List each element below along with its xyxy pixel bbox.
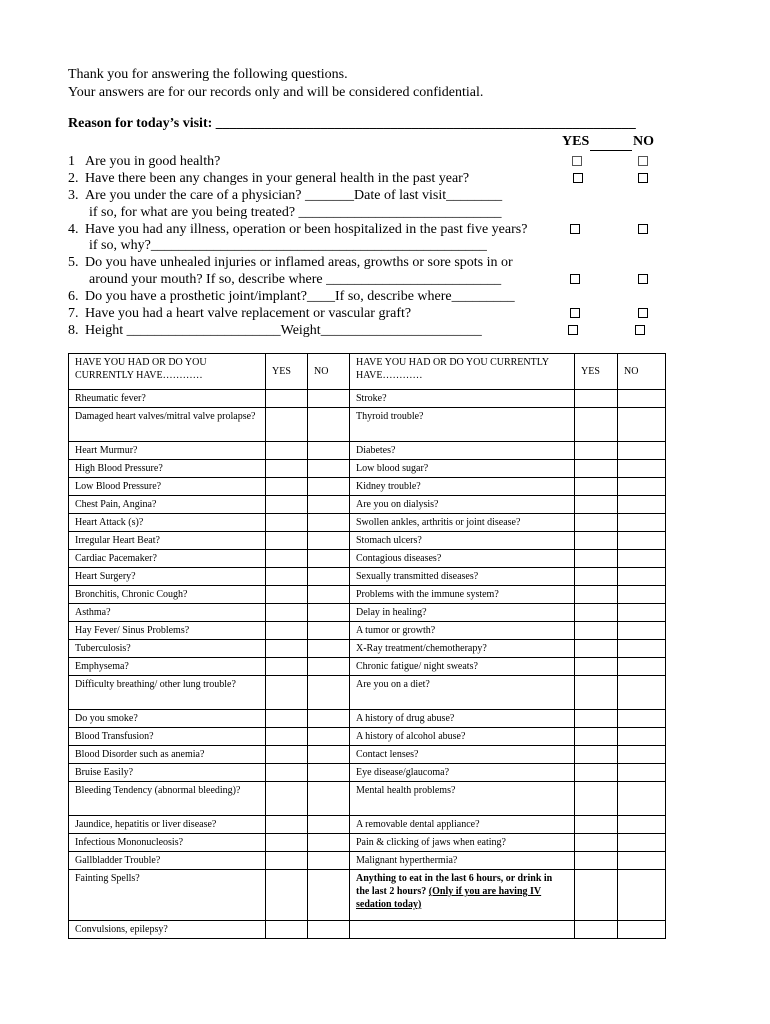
condition-left: Rheumatic fever? [69, 390, 266, 408]
no-cell[interactable] [618, 604, 666, 622]
question-text: Have you had a heart valve replacement or vascular graft? [85, 306, 412, 321]
yes-cell[interactable] [575, 496, 618, 514]
condition-right: Sexually transmitted diseases? [350, 568, 575, 586]
q8-no-checkbox[interactable] [635, 325, 645, 335]
yes-cell[interactable] [266, 658, 308, 676]
header-no-left: NO [308, 354, 350, 390]
intro-line-1: Thank you for answering the following questions. [68, 67, 348, 82]
condition-right: Stroke? [350, 390, 575, 408]
condition-left: Bronchitis, Chronic Cough? [69, 586, 266, 604]
no-cell[interactable] [618, 408, 666, 442]
no-cell[interactable] [308, 460, 350, 478]
yes-cell[interactable] [266, 514, 308, 532]
table-row [69, 514, 666, 532]
question-number: 8. [68, 323, 79, 338]
yes-cell[interactable] [575, 532, 618, 550]
yes-cell[interactable] [575, 782, 618, 816]
yes-cell[interactable] [266, 764, 308, 782]
question-5 [68, 254, 538, 271]
yes-cell[interactable] [266, 622, 308, 640]
condition-right: Thyroid trouble? [350, 408, 575, 442]
condition-left: Damaged heart valves/mitral valve prolapse? [69, 408, 266, 442]
condition-left: Blood Disorder such as anemia? [69, 746, 266, 764]
yes-cell[interactable] [575, 676, 618, 710]
intro-text [68, 66, 483, 102]
condition-left: Tuberculosis? [69, 640, 266, 658]
q5-no-checkbox[interactable] [638, 274, 648, 284]
yes-cell[interactable] [575, 870, 618, 921]
question-1 [68, 153, 538, 170]
yes-cell[interactable] [266, 408, 308, 442]
yes-cell[interactable] [575, 568, 618, 586]
yes-cell[interactable] [266, 870, 308, 921]
yes-cell[interactable] [266, 834, 308, 852]
question-8 [68, 322, 538, 339]
question-number: 5. [68, 255, 79, 270]
iv-sedation-question [350, 870, 575, 921]
question-3 [68, 187, 538, 204]
table-row [69, 746, 666, 764]
no-cell[interactable] [308, 390, 350, 408]
no-cell[interactable] [618, 782, 666, 816]
condition-right: Contagious diseases? [350, 550, 575, 568]
q4-yes-checkbox[interactable] [570, 224, 580, 234]
yes-cell[interactable] [575, 390, 618, 408]
table-row [69, 390, 666, 408]
no-cell[interactable] [618, 514, 666, 532]
condition-left: Gallbladder Trouble? [69, 852, 266, 870]
header-no-right: NO [618, 354, 666, 390]
intro-line-2: Your answers are for our records only and will be considered confidential. [68, 85, 484, 100]
question-number: 7. [68, 306, 79, 321]
table-row [69, 568, 666, 586]
no-cell[interactable] [308, 746, 350, 764]
no-cell[interactable] [618, 550, 666, 568]
condition-right: A removable dental appliance? [350, 816, 575, 834]
question-text: Are you under the care of a physician? _______Date of last visit________ [85, 188, 503, 203]
yes-cell[interactable] [575, 658, 618, 676]
yes-cell[interactable] [575, 852, 618, 870]
yes-cell[interactable] [266, 568, 308, 586]
yes-cell[interactable] [266, 728, 308, 746]
table-row [69, 408, 666, 442]
no-cell[interactable] [618, 870, 666, 921]
condition-right: Chronic fatigue/ night sweats? [350, 658, 575, 676]
no-cell[interactable] [308, 586, 350, 604]
yes-cell[interactable] [266, 390, 308, 408]
no-cell[interactable] [618, 728, 666, 746]
no-cell[interactable] [618, 640, 666, 658]
yes-cell[interactable] [266, 816, 308, 834]
yes-cell[interactable] [575, 746, 618, 764]
question-4 [68, 221, 538, 238]
header-yes-left: YES [266, 354, 308, 390]
condition-left: Jaundice, hepatitis or liver disease? [69, 816, 266, 834]
condition-left: Difficulty breathing/ other lung trouble? [69, 676, 266, 710]
condition-right: X-Ray treatment/chemotherapy? [350, 640, 575, 658]
no-cell[interactable] [308, 834, 350, 852]
condition-left: Heart Surgery? [69, 568, 266, 586]
condition-left: Heart Attack (s)? [69, 514, 266, 532]
no-cell[interactable] [618, 390, 666, 408]
question-number: 3. [68, 188, 79, 203]
condition-right: Low blood sugar? [350, 460, 575, 478]
no-cell[interactable] [618, 568, 666, 586]
yes-cell[interactable] [575, 604, 618, 622]
q1-yes-checkbox[interactable] [572, 156, 582, 166]
no-cell[interactable] [308, 870, 350, 921]
no-cell[interactable] [618, 442, 666, 460]
no-cell[interactable] [308, 604, 350, 622]
table-header-row [69, 354, 666, 390]
question-text: Do you have a prosthetic joint/implant?____If so, describe where_________ [85, 289, 515, 304]
question-5-continuation: around your mouth? If so, describe where _________________________ [89, 272, 502, 287]
no-cell[interactable] [618, 676, 666, 710]
no-cell[interactable] [308, 532, 350, 550]
no-cell[interactable] [618, 834, 666, 852]
no-cell[interactable] [618, 710, 666, 728]
no-cell[interactable] [308, 640, 350, 658]
no-cell[interactable] [308, 764, 350, 782]
condition-left: Fainting Spells? [69, 870, 266, 921]
q4-no-checkbox[interactable] [638, 224, 648, 234]
no-cell[interactable] [618, 532, 666, 550]
no-cell[interactable] [308, 852, 350, 870]
no-cell[interactable] [308, 568, 350, 586]
yes-column-label: YES [562, 134, 590, 149]
question-3-continuation: if so, for what are you being treated? _____________________________ [89, 205, 502, 220]
yes-cell[interactable] [575, 442, 618, 460]
q7-no-checkbox[interactable] [638, 308, 648, 318]
condition-left: Low Blood Pressure? [69, 478, 266, 496]
table-row [69, 852, 666, 870]
condition-left: Blood Transfusion? [69, 728, 266, 746]
condition-left: Infectious Mononucleosis? [69, 834, 266, 852]
question-number: 6. [68, 289, 79, 304]
condition-left: Convulsions, epilepsy? [69, 921, 266, 939]
condition-left: Chest Pain, Angina? [69, 496, 266, 514]
yes-cell[interactable] [266, 496, 308, 514]
question-text: Have you had any illness, operation or been hospitalized in the past five years? [85, 222, 528, 237]
no-cell[interactable] [618, 478, 666, 496]
question-7 [68, 305, 538, 322]
yes-cell[interactable] [575, 408, 618, 442]
condition-left: Heart Murmur? [69, 442, 266, 460]
yes-cell[interactable] [575, 640, 618, 658]
table-row [69, 442, 666, 460]
no-cell[interactable] [308, 478, 350, 496]
table-row [69, 460, 666, 478]
condition-right: Delay in healing? [350, 604, 575, 622]
condition-right: Malignant hyperthermia? [350, 852, 575, 870]
table-row [69, 728, 666, 746]
table-row [69, 622, 666, 640]
table-row [69, 496, 666, 514]
table-row [69, 834, 666, 852]
no-cell[interactable] [308, 622, 350, 640]
condition-right: Stomach ulcers? [350, 532, 575, 550]
table-row [69, 676, 666, 710]
no-cell[interactable] [308, 496, 350, 514]
no-cell[interactable] [618, 816, 666, 834]
table-row [69, 816, 666, 834]
no-cell[interactable] [618, 622, 666, 640]
yes-cell[interactable] [266, 586, 308, 604]
table-row [69, 550, 666, 568]
yes-cell[interactable] [575, 921, 618, 939]
question-6 [68, 288, 538, 305]
no-cell[interactable] [618, 658, 666, 676]
condition-left: Asthma? [69, 604, 266, 622]
no-cell[interactable] [308, 514, 350, 532]
question-number: 1 [68, 154, 75, 169]
yes-cell[interactable] [575, 728, 618, 746]
table-row [69, 764, 666, 782]
question-number: 4. [68, 222, 79, 237]
iv-sedation-note: (Only if you are having IV sedation today) [356, 886, 542, 910]
condition-left: Hay Fever/ Sinus Problems? [69, 622, 266, 640]
table-row [69, 478, 666, 496]
condition-left: Bleeding Tendency (abnormal bleeding)? [69, 782, 266, 816]
table-row [69, 710, 666, 728]
table-row [69, 921, 666, 939]
yes-cell[interactable] [266, 604, 308, 622]
yes-cell[interactable] [575, 478, 618, 496]
table-row [69, 604, 666, 622]
yes-cell[interactable] [575, 586, 618, 604]
yes-cell[interactable] [575, 710, 618, 728]
no-cell[interactable] [308, 782, 350, 816]
yes-cell[interactable] [266, 640, 308, 658]
table-row [69, 532, 666, 550]
no-cell[interactable] [308, 728, 350, 746]
condition-right: Are you on dialysis? [350, 496, 575, 514]
condition-right: Mental health problems? [350, 782, 575, 816]
no-cell[interactable] [308, 710, 350, 728]
no-cell[interactable] [618, 496, 666, 514]
yes-cell[interactable] [266, 532, 308, 550]
no-column-label: NO [633, 134, 654, 149]
condition-right: A history of drug abuse? [350, 710, 575, 728]
question-text: Height ______________________Weight_______________________ [85, 323, 482, 338]
q5-yes-checkbox[interactable] [570, 274, 580, 284]
yes-cell[interactable] [575, 514, 618, 532]
yes-cell[interactable] [266, 676, 308, 710]
yes-cell[interactable] [266, 852, 308, 870]
header-right: HAVE YOU HAD OR DO YOU CURRENTLY HAVE………… [350, 354, 575, 390]
no-cell[interactable] [308, 676, 350, 710]
table-row [69, 658, 666, 676]
yes-cell[interactable] [266, 550, 308, 568]
question-text: Have there been any changes in your general health in the past year? [85, 171, 470, 186]
reason-for-visit-field[interactable]: Reason for today’s visit: ____________________________________________________________ [68, 116, 636, 131]
condition-left: Cardiac Pacemaker? [69, 550, 266, 568]
question-4-continuation: if so, why?________________________________________________ [89, 238, 487, 253]
no-cell[interactable] [618, 460, 666, 478]
no-cell[interactable] [618, 746, 666, 764]
condition-right [350, 921, 575, 939]
no-cell[interactable] [618, 921, 666, 939]
question-text: Do you have unhealed injuries or inflamed areas, growths or sore spots in or [85, 255, 513, 270]
question-2 [68, 170, 538, 187]
condition-right: Contact lenses? [350, 746, 575, 764]
no-cell[interactable] [308, 816, 350, 834]
condition-right: A history of alcohol abuse? [350, 728, 575, 746]
q2-yes-checkbox[interactable] [573, 173, 583, 183]
no-cell[interactable] [618, 852, 666, 870]
no-cell[interactable] [308, 921, 350, 939]
q2-no-checkbox[interactable] [638, 173, 648, 183]
condition-left: Irregular Heart Beat? [69, 532, 266, 550]
table-row [69, 782, 666, 816]
no-cell[interactable] [308, 408, 350, 442]
yes-cell[interactable] [575, 622, 618, 640]
condition-left: High Blood Pressure? [69, 460, 266, 478]
question-text: Are you in good health? [85, 154, 221, 169]
yes-cell[interactable] [575, 764, 618, 782]
table-row [69, 586, 666, 604]
yes-cell[interactable] [266, 921, 308, 939]
yes-cell[interactable] [266, 782, 308, 816]
no-cell[interactable] [618, 764, 666, 782]
yes-cell[interactable] [266, 460, 308, 478]
yes-cell[interactable] [575, 816, 618, 834]
table-row [69, 640, 666, 658]
no-cell[interactable] [618, 586, 666, 604]
condition-left: Do you smoke? [69, 710, 266, 728]
no-cell[interactable] [308, 550, 350, 568]
condition-right: Are you on a diet? [350, 676, 575, 710]
q1-no-checkbox[interactable] [638, 156, 648, 166]
condition-right: Swollen ankles, arthritis or joint disease? [350, 514, 575, 532]
yes-cell[interactable] [575, 834, 618, 852]
iv-sedation-text: Anything to eat in the last 6 hours, or drink in the last 2 hours? [356, 873, 553, 897]
condition-right: Diabetes? [350, 442, 575, 460]
table-row [69, 870, 666, 921]
yes-cell[interactable] [266, 710, 308, 728]
condition-right: Pain & clicking of jaws when eating? [350, 834, 575, 852]
q7-yes-checkbox[interactable] [570, 308, 580, 318]
condition-right: Problems with the immune system? [350, 586, 575, 604]
header-left: HAVE YOU HAD OR DO YOU CURRENTLY HAVE………… [69, 354, 266, 390]
header-yes-right: YES [575, 354, 618, 390]
condition-right: A tumor or growth? [350, 622, 575, 640]
condition-left: Bruise Easily? [69, 764, 266, 782]
condition-right: Eye disease/glaucoma? [350, 764, 575, 782]
no-cell[interactable] [308, 442, 350, 460]
q8-yes-checkbox[interactable] [568, 325, 578, 335]
yes-cell[interactable] [575, 460, 618, 478]
condition-right: Kidney trouble? [350, 478, 575, 496]
yes-cell[interactable] [266, 478, 308, 496]
question-number: 2. [68, 171, 79, 186]
no-cell[interactable] [308, 658, 350, 676]
medical-history-table [68, 353, 666, 939]
header-underline [590, 150, 632, 151]
condition-left: Emphysema? [69, 658, 266, 676]
yes-cell[interactable] [575, 550, 618, 568]
yes-cell[interactable] [266, 746, 308, 764]
yes-cell[interactable] [266, 442, 308, 460]
